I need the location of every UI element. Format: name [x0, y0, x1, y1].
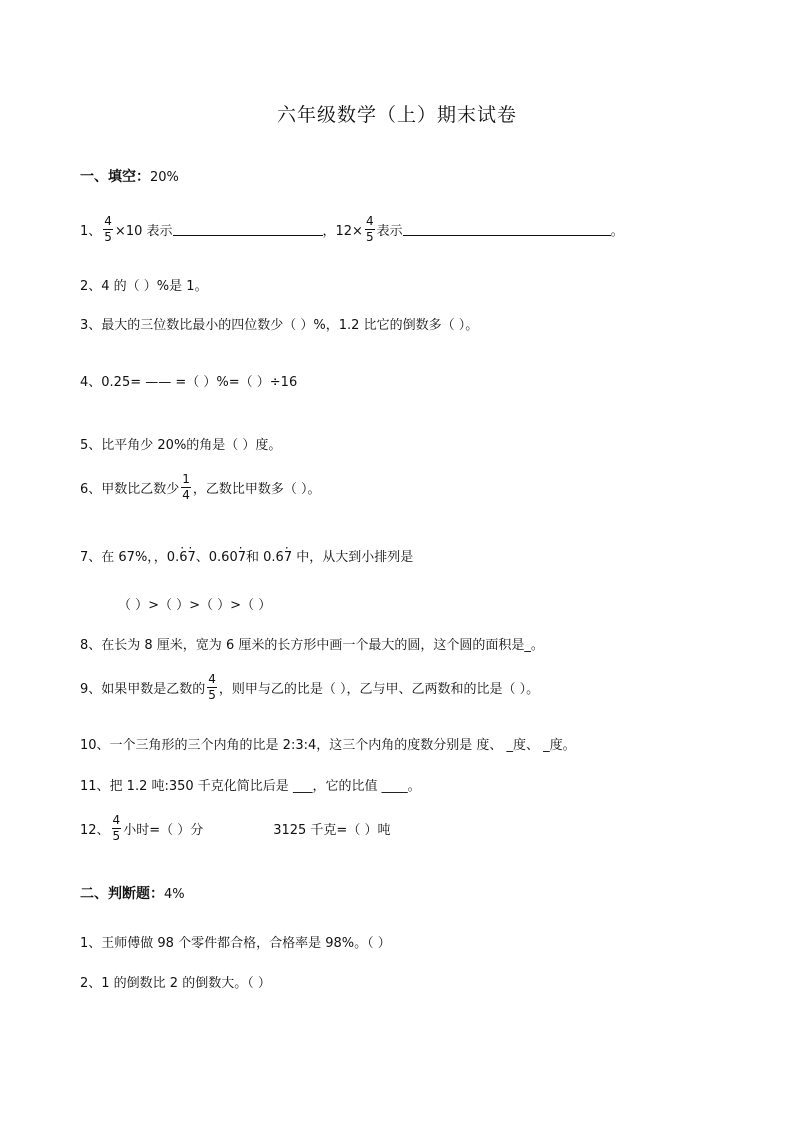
answer-blank[interactable] [403, 223, 611, 236]
question-12: 12、 $\frac{4}{5}$ 小时=（ ）分 3125 千克=（ ）吨 [80, 813, 391, 843]
question-5: 5、比平角少 20%的角是（ ）度。 [80, 438, 282, 453]
fraction: $\frac{1}{4}$ [182, 472, 190, 502]
question-7-order-blanks: （ ）>（ ）>（ ）>（ ） [118, 598, 272, 613]
section-fill-blank-heading: 一、填空：20% [80, 169, 179, 185]
page-title: 六年级数学（上）期末试卷 [276, 104, 517, 126]
question-1: 1、 $\frac{4}{5}$ ×10 表示 ，12× $\frac{4}{5}$ 表示 。 [80, 214, 624, 244]
fraction: $\frac{4}{5}$ [112, 813, 121, 843]
fraction: $\frac{4}{5}$ [104, 214, 112, 244]
judgement-2: 2、1 的倒数比 2 的倒数大。（ ） [80, 976, 271, 991]
answer-blank[interactable] [173, 223, 323, 236]
fraction: $\frac{4}{5}$ [365, 214, 374, 244]
question-3: 3、最大的三位数比最小的四位数少（ ）%，1.2 比它的倒数多（ ）。 [80, 318, 479, 333]
question-4: 4、0.25= —— =（ ）%=（ ）÷16 [80, 375, 298, 390]
question-11: 11、把 1.2 吨:350 千克化简比后是 ___，它的比值 ____。 [80, 779, 421, 794]
fraction: $\frac{4}{5}$ [208, 672, 216, 702]
judgement-1: 1、王师傅做 98 个零件都合格，合格率是 98%。（ ） [80, 936, 391, 951]
section-judgement-heading: 二、判断题：4% [80, 886, 185, 902]
question-8: 8、在长为 8 厘米，宽为 6 厘米的长方形中画一个最大的圆，这个圆的面积是_。 [80, 638, 544, 653]
question-10: 10、一个三角形的三个内角的比是 2:3:4，这三个内角的度数分别是 度、 _度、 _度。 [80, 738, 576, 753]
question-7: 7、在 67%，，0.· 6· 7、0.60· 7和 0.6· 7 中，从大到小排列是 [80, 546, 413, 565]
question-9: 9、如果甲数是乙数的 $\frac{4}{5}$ ，则甲与乙的比是（ ），乙与甲、乙两数和的比是（ ）。 [80, 672, 540, 702]
question-6: 6、甲数比乙数少 $\frac{1}{4}$ ，乙数比甲数多（ ）。 [80, 472, 321, 502]
question-2: 2、4 的（ ）%是 1。 [80, 279, 208, 294]
